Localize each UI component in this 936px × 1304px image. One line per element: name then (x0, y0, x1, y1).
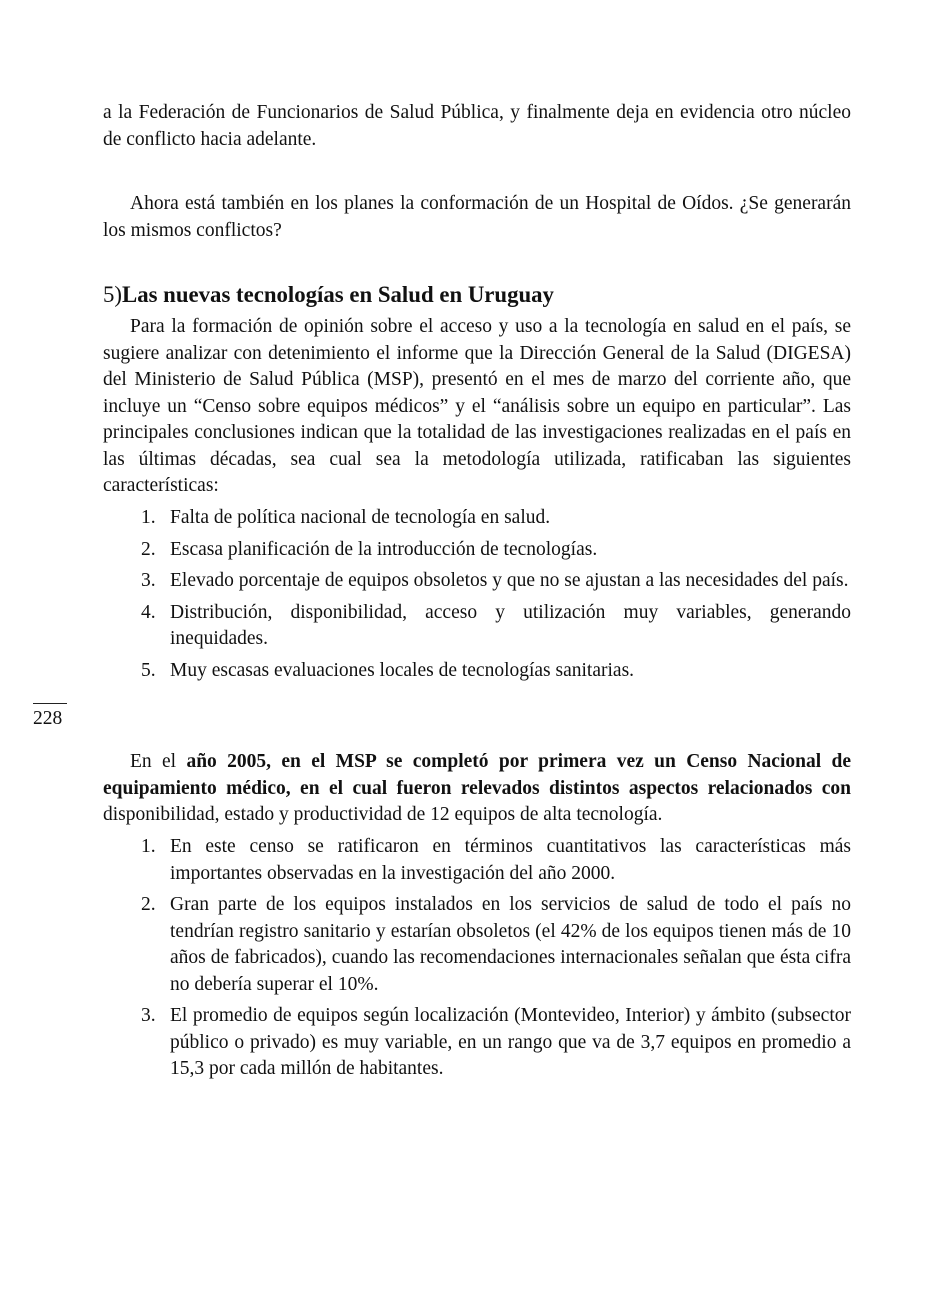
list-item-number: 3. (141, 570, 156, 591)
list-item-number: 1. (141, 836, 156, 857)
paragraph-hospital-question: Ahora está también en los planes la conformación de un Hospital de Oídos. ¿Se generarán los mismos conflictos? (103, 193, 851, 241)
list-item-text: Gran parte de los equipos instalados en los servicios de salud de todo el país no tendrían registro sanitario y estarían obsoletos (el 42% de los equipos tienen más de 10 años de fabricados), cuando las recomendaciones internacionales señalan que ésta cifra no debería superar el 10%. (170, 894, 851, 995)
list-item-number: 3. (141, 1005, 156, 1026)
list-item (103, 658, 851, 685)
list-item-text: El promedio de equipos según localización (Montevideo, Interior) y ámbito (subsector público o privado) es muy variable, en un rango que va de 3,7 equipos en promedio a 15,3 por cada millón de habitantes. (170, 1005, 851, 1079)
page-number: 228 (33, 708, 63, 729)
list-item (103, 537, 851, 564)
list-item-number: 2. (141, 538, 156, 560)
list-item (103, 1003, 851, 1083)
section-number: 5) (103, 282, 122, 307)
list-item-text: Distribución, disponibilidad, acceso y utilización muy variables, generando inequidades. (170, 601, 851, 649)
census-findings-list (103, 834, 851, 1083)
census-bold-text: año 2005, en el MSP se completó por primera vez un Censo Nacional de equipamiento médico, en el cual fueron relevados distintos aspectos relacionados con (103, 751, 852, 799)
list-item (103, 892, 851, 998)
list-item (103, 505, 851, 532)
page-number-rule (33, 703, 67, 704)
list-item (103, 568, 851, 595)
list-item-number: 1. (141, 507, 156, 528)
list-item-text: En este censo se ratificaron en términos cuantitativos las características más importantes observadas en la investigación del año 2000. (170, 836, 851, 884)
census-tail-text: disponibilidad, estado y productividad de 12 equipos de alta tecnología. (103, 804, 663, 825)
list-item-text: Elevado porcentaje de equipos obsoletos y que no se ajustan a las necesidades del país. (170, 570, 849, 591)
section-heading (103, 282, 554, 309)
paragraph-census-2005 (103, 749, 851, 829)
list-item-number: 2. (141, 894, 156, 915)
census-lead-text: En el (130, 751, 187, 772)
paragraph-technology-intro: Para la formación de opinión sobre el acceso y uso a la tecnología en salud en el país, se sugiere analizar con detenimiento el informe que la Dirección General de la Salud (DIGESA) del Ministerio de Salud Pública (MSP), presentó en el mes de marzo del corriente año, que incluye un “Censo sobre equipos médicos” y el “análisis sobre un equipo en particular”. Las principales conclusiones indican que la totalidad de las investigaciones realizadas en el país en las últimas décadas, sea cual sea la metodología utilizada, ratificaban las siguientes características: (103, 316, 851, 496)
list-item-text: Muy escasas evaluaciones locales de tecnologías sanitarias. (170, 659, 635, 681)
section-title: Las nuevas tecnologías en Salud en Uruguay (122, 282, 554, 307)
list-item-number: 4. (141, 601, 156, 623)
list-item (103, 834, 851, 887)
list-item (103, 600, 851, 653)
list-item-text: Falta de política nacional de tecnología en salud. (170, 507, 551, 528)
list-item-text: Escasa planificación de la introducción de tecnologías. (170, 538, 598, 560)
characteristics-list (103, 505, 851, 684)
paragraph-continuation: a la Federación de Funcionarios de Salud Pública, y finalmente deja en evidencia otro núcleo de conflicto hacia adelante. (103, 102, 851, 150)
list-item-number: 5. (141, 659, 156, 681)
